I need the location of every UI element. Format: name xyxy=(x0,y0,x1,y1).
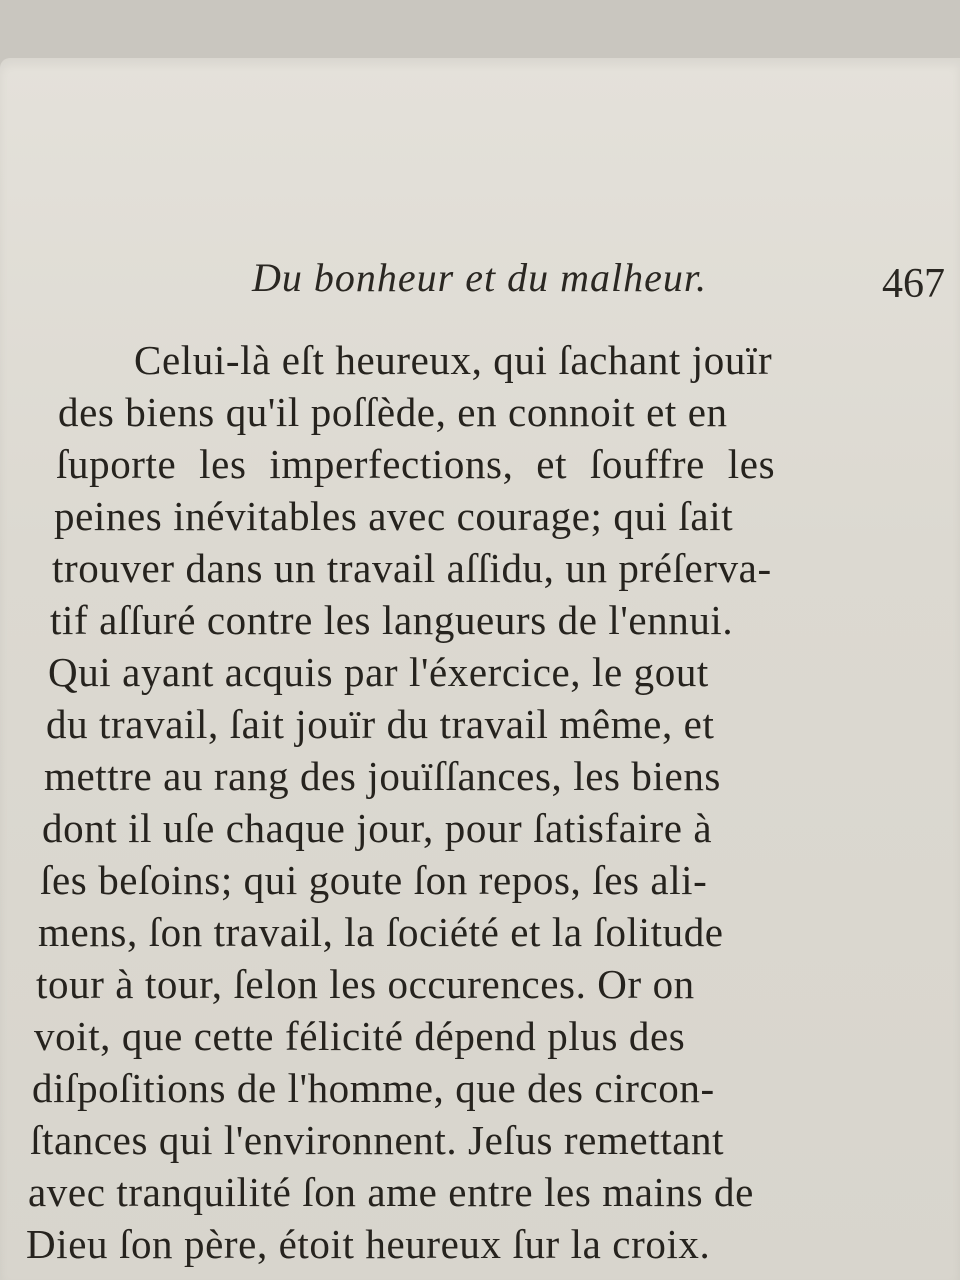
text-line-1: Celui-là eſt heureux, qui ſachant jouïr xyxy=(134,337,773,383)
text-line-4: peines inévitables avec courage; qui ſait xyxy=(54,493,734,539)
text-line-16: ſtances qui l'environnent. Jeſus remettant xyxy=(30,1117,725,1163)
text-line-10: dont il uſe chaque jour, pour ſatisfaire à xyxy=(42,805,713,851)
text-line-15: diſpoſitions de l'homme, que des circon- xyxy=(32,1065,715,1111)
text-line-6: tif aſſuré contre les langueurs de l'ennui. xyxy=(50,597,734,643)
text-line-18: Dieu ſon père, étoit heureux ſur la croix. xyxy=(26,1221,711,1267)
text-line-11: ſes beſoins; qui goute ſon repos, ſes ali- xyxy=(40,857,708,903)
text-line-13: tour à tour, ſelon les occurences. Or on xyxy=(36,961,695,1007)
text-line-5: trouver dans un travail aſſidu, un préſerva- xyxy=(52,545,772,591)
text-line-9: mettre au rang des jouïſſances, les biens xyxy=(44,753,721,799)
page-header xyxy=(0,246,960,306)
text-line-8: du travail, ſait jouïr du travail même, et xyxy=(46,701,715,747)
text-line-2: des biens qu'il poſſède, en connoit et en xyxy=(58,389,728,435)
text-line-7: Qui ayant acquis par l'éxercice, le gout xyxy=(48,649,709,695)
text-line-14: voit, que cette félicité dépend plus des xyxy=(34,1013,686,1059)
book-page xyxy=(0,58,960,1280)
page-number: 467 xyxy=(882,261,945,307)
text-line-3: ſuporte les imperfections, et ſouffre les xyxy=(56,441,776,487)
text-line-12: mens, ſon travail, la ſociété et la ſolitude xyxy=(38,909,724,955)
text-line-17: avec tranquilité ſon ame entre les mains de xyxy=(28,1169,754,1215)
running-title: Du bonheur et du malheur. xyxy=(252,255,707,300)
